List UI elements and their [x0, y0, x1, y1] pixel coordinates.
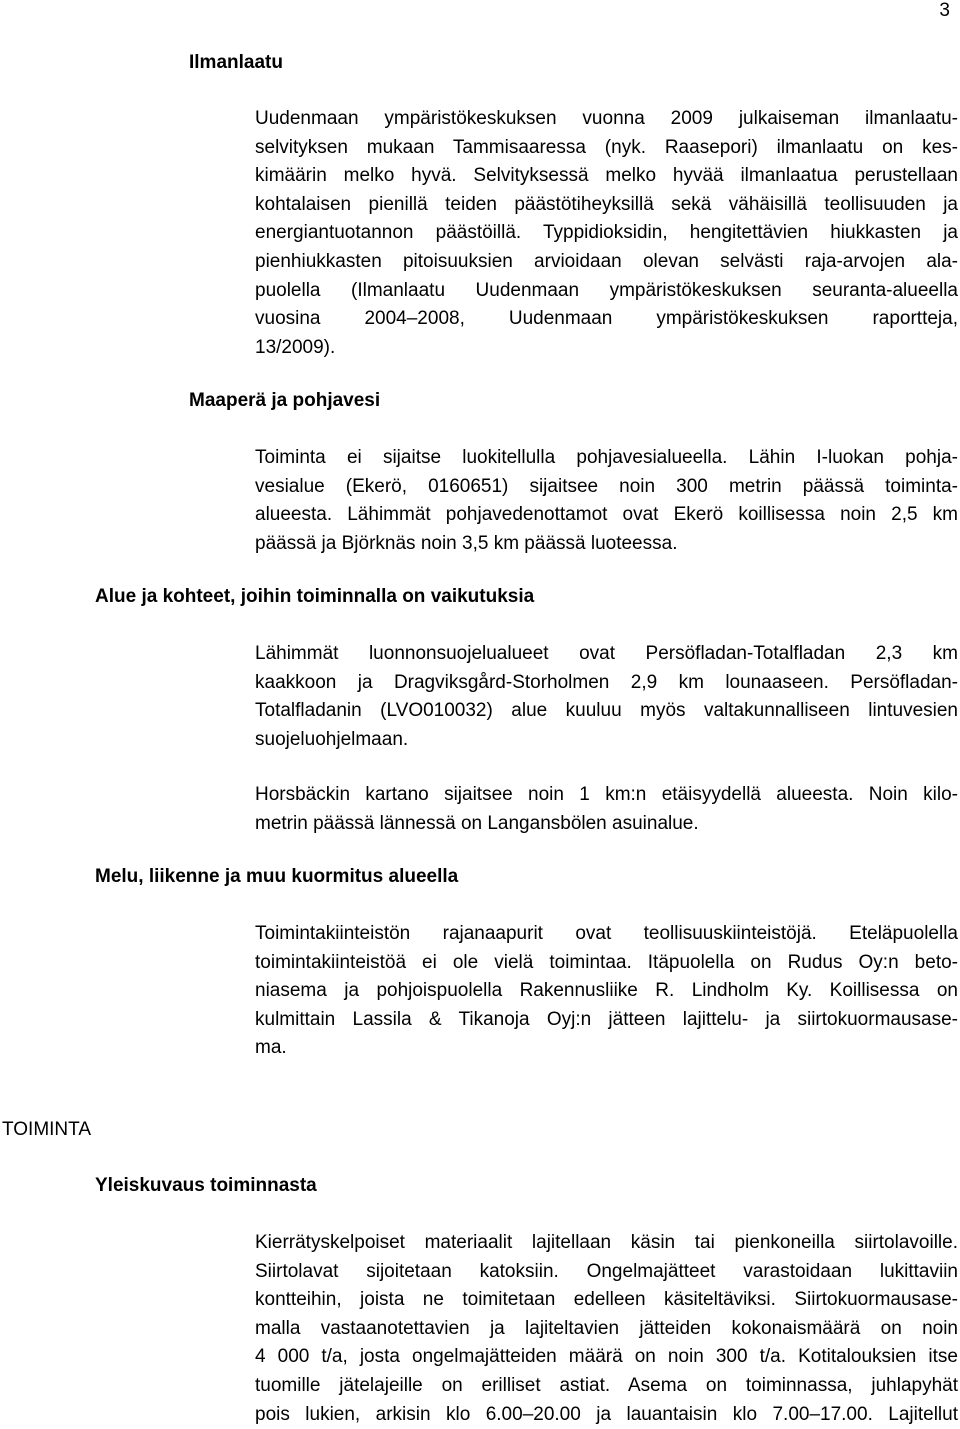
text-line: Totalfladanin (LVO010032) alue kuuluu myös valtakunnalliseen lintuvesien	[255, 700, 958, 722]
paragraph-melu	[255, 920, 958, 1063]
text-line: energiantuotannon päästöillä. Typpidioksidin, hengitettävien hiukkasten ja	[255, 222, 958, 244]
text-line: selvityksen mukaan Tammisaaressa (nyk. Raasepori) ilmanlaatu on kes-	[255, 136, 958, 158]
section-heading-ilmanlaatu: Ilmanlaatu	[189, 52, 283, 73]
text-line: pois lukien, arkisin klo 6.00–20.00 ja lauantaisin klo 7.00–17.00. Lajitellut	[255, 1403, 958, 1425]
text-line: ma.	[255, 1037, 287, 1059]
section-heading-alue: Alue ja kohteet, joihin toiminnalla on vaikutuksia	[95, 586, 535, 607]
text-line: 4 000 t/a, josta ongelmajätteiden määrä on noin 300 t/a. Kotitalouksien itse	[255, 1346, 958, 1368]
section-heading-maapera: Maaperä ja pohjavesi	[189, 390, 381, 411]
text-line: kimäärin melko hyvä. Selvityksessä melko hyvää ilmanlaatua perustellaan	[255, 165, 958, 187]
text-line: alueesta. Lähimmät pohjavedenottamot ovat Ekerö koillisessa noin 2,5 km	[255, 504, 958, 526]
text-line: Toimintakiinteistön rajanaapurit ovat teollisuuskiinteistöjä. Eteläpuolella	[255, 923, 958, 944]
paragraph-alue-2	[255, 781, 958, 838]
text-line: kohtalaisen pienillä teiden päästötiheyksillä sekä vähäisillä teollisuuden ja	[255, 193, 958, 215]
text-line: metrin päässä lännessä on Langansbölen asuinalue.	[255, 812, 699, 834]
text-line: pienhiukkasten pitoisuuksien arvioidaan olevan selvästi raja-arvojen ala-	[255, 250, 958, 272]
text-line: suojeluohjelmaan.	[255, 728, 409, 750]
text-line: puolella (Ilmanlaatu Uudenmaan ympäristökeskuksen seuranta-alueella	[255, 279, 958, 301]
text-line: vesialue (Ekerö, 0160651) sijaitsee noin 300 metrin päässä toiminta-	[255, 475, 958, 497]
text-line: toimintakiinteistöä ei ole vielä toimintaa. Itäpuolella on Rudus Oy:n beto-	[255, 951, 958, 973]
text-line: Kierrätyskelpoiset materiaalit lajitellaan käsin tai pienkoneilla siirtolavoille.	[255, 1232, 958, 1253]
paragraph-ilmanlaatu	[255, 105, 958, 362]
section-heading-toiminta: TOIMINTA	[2, 1119, 92, 1140]
text-line: malla vastaanotettavien ja lajiteltavien jätteiden kokonaismäärä on noin	[255, 1317, 958, 1339]
text-line: Toiminta ei sijaitse luokitellulla pohjavesialueella. Lähin I-luokan pohja-	[255, 447, 958, 468]
text-line: kulmittain Lassila & Tikanoja Oyj:n jätteen lajittelu- ja siirtokuormausase-	[255, 1008, 958, 1030]
text-line: Lähimmät luonnonsuojelualueet ovat Persöfladan-Totalfladan 2,3 km	[255, 643, 958, 664]
text-line: Siirtolavat sijoitetaan katoksiin. Ongelmajätteet varastoidaan lukittaviin	[255, 1260, 958, 1282]
section-heading-melu: Melu, liikenne ja muu kuormitus alueella	[95, 866, 459, 887]
text-line: Horsbäckin kartano sijaitsee noin 1 km:n etäisyydellä alueesta. Noin kilo-	[255, 784, 958, 805]
paragraph-maapera	[255, 444, 958, 558]
text-line: tuomille jätelajeille on erilliset astiat. Asema on toiminnassa, juhlapyhät	[255, 1374, 958, 1396]
paragraph-alue-1	[255, 640, 958, 754]
text-line: 13/2009).	[255, 336, 336, 358]
section-heading-yleiskuvaus: Yleiskuvaus toiminnasta	[95, 1175, 317, 1196]
text-line: Uudenmaan ympäristökeskuksen vuonna 2009 julkaiseman ilmanlaatu-	[255, 108, 958, 129]
page-number: 3	[939, 0, 950, 21]
text-line: niasema ja pohjoispuolella Rakennusliike R. Lindholm Ky. Koillisessa on	[255, 980, 958, 1002]
text-line: kontteihin, joista ne toimitetaan edelleen käsiteltäviksi. Siirtokuormausase-	[255, 1289, 958, 1311]
text-line: vuosina 2004–2008, Uudenmaan ympäristökeskuksen raportteja,	[255, 308, 958, 330]
paragraph-yleiskuvaus	[255, 1229, 958, 1429]
text-line: kaakkoon ja Dragviksgård-Storholmen 2,9 km lounaaseen. Persöfladan-	[255, 671, 958, 693]
text-line: päässä ja Björknäs noin 3,5 km päässä luoteessa.	[255, 532, 678, 554]
